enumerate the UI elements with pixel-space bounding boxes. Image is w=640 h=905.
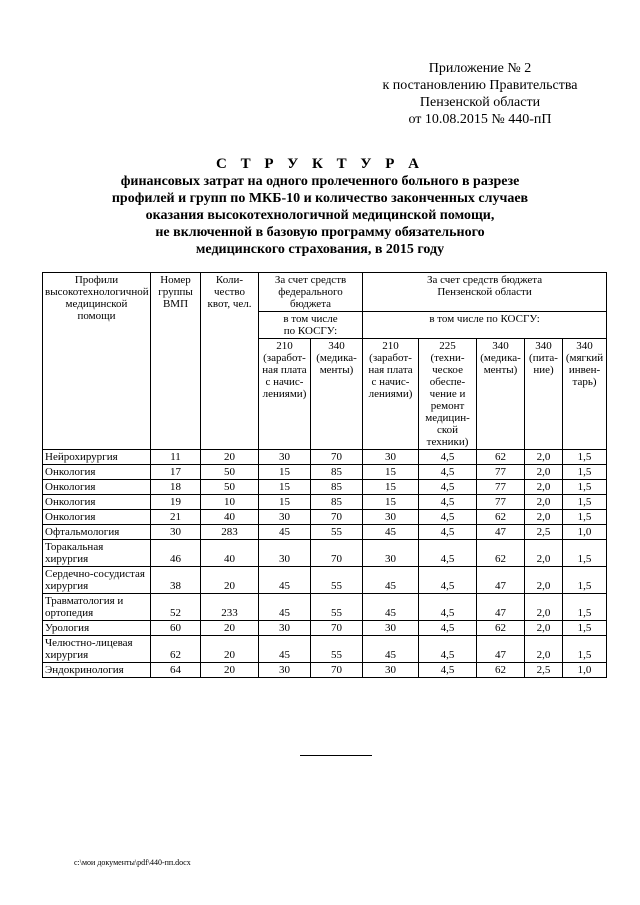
cell-r225: 4,5	[419, 663, 477, 678]
profile-name: Онкология	[43, 495, 151, 510]
cell-group: 60	[151, 621, 201, 636]
title-line: профилей и групп по МКБ-10 и количество законченных случаев	[111, 191, 529, 206]
title-line: финансовых затрат на одного пролеченного больного в разрезе	[120, 174, 520, 189]
cell-r225: 4,5	[419, 510, 477, 525]
table-row	[43, 636, 607, 663]
cell-r340p: 2,0	[525, 510, 563, 525]
table-row	[43, 525, 607, 540]
header-profile: Профили высокотехнологичной медицинской помощи	[43, 273, 151, 450]
cell-r340s: 1,5	[563, 480, 607, 495]
cell-r340s: 1,5	[563, 495, 607, 510]
header-fed-kosgu: в том числе по КОСГУ:	[259, 312, 363, 339]
table-row	[43, 510, 607, 525]
cell-r340m: 77	[477, 480, 525, 495]
header-code: 340 (медика- менты)	[477, 339, 525, 450]
cell-r340s: 1,0	[563, 525, 607, 540]
closing-rule	[300, 755, 372, 756]
appendix-line: от 10.08.2015 № 440-пП	[408, 112, 552, 127]
cell-r340m: 62	[477, 540, 525, 567]
cell-quota: 20	[201, 567, 259, 594]
cell-f340: 70	[311, 540, 363, 567]
cell-f340: 70	[311, 621, 363, 636]
cell-f210: 30	[259, 540, 311, 567]
header-code: 210 (заработ- ная плата с начис- лениями)	[259, 339, 311, 450]
cell-group: 19	[151, 495, 201, 510]
cell-f210: 15	[259, 495, 311, 510]
cell-group: 62	[151, 636, 201, 663]
appendix-line: Пензенской области	[419, 95, 541, 110]
cell-group: 52	[151, 594, 201, 621]
cell-r340s: 1,5	[563, 567, 607, 594]
profile-name: Онкология	[43, 480, 151, 495]
cell-f210: 30	[259, 621, 311, 636]
cell-r225: 4,5	[419, 450, 477, 465]
profile-name: Сердечно-сосудистая хирургия	[43, 567, 151, 594]
cell-r340p: 2,0	[525, 495, 563, 510]
header-code: 210 (заработ- ная плата с начис- лениями)	[363, 339, 419, 450]
cell-r340m: 47	[477, 636, 525, 663]
cell-quota: 233	[201, 594, 259, 621]
profile-name: Торакальная хирургия	[43, 540, 151, 567]
table-body	[43, 450, 607, 678]
cell-r340p: 2,0	[525, 465, 563, 480]
cell-r340p: 2,0	[525, 540, 563, 567]
profile-name: Онкология	[43, 510, 151, 525]
cell-r340s: 1,5	[563, 594, 607, 621]
header-code: 340 (медика- менты)	[311, 339, 363, 450]
cell-quota: 50	[201, 480, 259, 495]
cell-r340p: 2,0	[525, 636, 563, 663]
cell-quota: 20	[201, 621, 259, 636]
title-line: не включенной в базовую программу обязательного	[155, 225, 485, 240]
cell-group: 18	[151, 480, 201, 495]
cell-f340: 70	[311, 663, 363, 678]
cell-r340m: 62	[477, 510, 525, 525]
cell-r340s: 1,5	[563, 450, 607, 465]
header-code: 225 (техни- ческое обеспе- чение и ремонт медицин- ской техники)	[419, 339, 477, 450]
cell-f340: 85	[311, 465, 363, 480]
cell-r340s: 1,5	[563, 510, 607, 525]
profile-name: Челюстно-лицевая хирургия	[43, 636, 151, 663]
cell-r340p: 2,0	[525, 567, 563, 594]
cell-quota: 20	[201, 663, 259, 678]
cell-r340m: 62	[477, 663, 525, 678]
cell-r225: 4,5	[419, 480, 477, 495]
table-row	[43, 450, 607, 465]
cell-r210: 45	[363, 594, 419, 621]
table-row	[43, 480, 607, 495]
appendix-block	[330, 60, 630, 128]
cell-f210: 45	[259, 636, 311, 663]
cell-r210: 45	[363, 636, 419, 663]
cell-r340s: 1,5	[563, 540, 607, 567]
profile-name: Урология	[43, 621, 151, 636]
table-row	[43, 495, 607, 510]
cell-quota: 20	[201, 636, 259, 663]
table-row	[43, 465, 607, 480]
profile-name: Эндокринология	[43, 663, 151, 678]
cell-r210: 30	[363, 621, 419, 636]
cell-r340m: 47	[477, 525, 525, 540]
cell-r340s: 1,0	[563, 663, 607, 678]
table-row	[43, 567, 607, 594]
cell-quota: 283	[201, 525, 259, 540]
cell-quota: 40	[201, 510, 259, 525]
cell-f210: 30	[259, 510, 311, 525]
cell-r340s: 1,5	[563, 636, 607, 663]
cell-r340p: 2,0	[525, 594, 563, 621]
cell-f210: 45	[259, 525, 311, 540]
cell-f210: 30	[259, 663, 311, 678]
cell-r210: 30	[363, 663, 419, 678]
cell-r340m: 47	[477, 594, 525, 621]
cell-r340p: 2,0	[525, 480, 563, 495]
cell-r225: 4,5	[419, 465, 477, 480]
cell-group: 21	[151, 510, 201, 525]
cell-f210: 45	[259, 594, 311, 621]
cell-r225: 4,5	[419, 525, 477, 540]
header-reg-kosgu: в том числе по КОСГУ:	[363, 312, 607, 339]
cell-group: 46	[151, 540, 201, 567]
profile-name: Нейрохирургия	[43, 450, 151, 465]
cell-quota: 50	[201, 465, 259, 480]
table-row	[43, 594, 607, 621]
cell-r225: 4,5	[419, 636, 477, 663]
cell-r340m: 62	[477, 450, 525, 465]
profile-name: Травматология и ортопедия	[43, 594, 151, 621]
cell-f340: 55	[311, 567, 363, 594]
cell-r340s: 1,5	[563, 621, 607, 636]
appendix-line: к постановлению Правительства	[382, 78, 578, 93]
cell-r225: 4,5	[419, 495, 477, 510]
file-path: c:\мои документы\pdf\440-пп.docx	[74, 858, 191, 867]
cell-r340m: 77	[477, 495, 525, 510]
document-title	[40, 156, 600, 258]
cell-r340p: 2,0	[525, 621, 563, 636]
cell-r210: 45	[363, 525, 419, 540]
cell-f340: 70	[311, 450, 363, 465]
header-federal: За счет средств федерального бюджета	[259, 273, 363, 312]
table-row	[43, 663, 607, 678]
cell-r210: 15	[363, 495, 419, 510]
cell-f340: 55	[311, 594, 363, 621]
cell-r225: 4,5	[419, 567, 477, 594]
appendix-line: Приложение № 2	[428, 61, 532, 76]
profile-name: Онкология	[43, 465, 151, 480]
cell-f340: 85	[311, 495, 363, 510]
cell-r340m: 62	[477, 621, 525, 636]
cell-f340: 55	[311, 525, 363, 540]
cell-r225: 4,5	[419, 594, 477, 621]
cell-quota: 20	[201, 450, 259, 465]
cell-r210: 30	[363, 510, 419, 525]
cell-r210: 30	[363, 450, 419, 465]
profile-name: Офтальмология	[43, 525, 151, 540]
cell-r210: 15	[363, 480, 419, 495]
cell-quota: 10	[201, 495, 259, 510]
cell-group: 17	[151, 465, 201, 480]
cell-quota: 40	[201, 540, 259, 567]
cell-group: 64	[151, 663, 201, 678]
header-regional: За счет средств бюджета Пензенской области	[363, 273, 607, 312]
cell-r340p: 2,5	[525, 525, 563, 540]
cell-group: 11	[151, 450, 201, 465]
cell-f340: 70	[311, 510, 363, 525]
cell-f210: 15	[259, 480, 311, 495]
header-quota: Коли- чество квот, чел.	[201, 273, 259, 450]
title-line: медицинского страхования, в 2015 году	[195, 242, 445, 257]
cell-f210: 15	[259, 465, 311, 480]
cell-r210: 45	[363, 567, 419, 594]
table-row	[43, 540, 607, 567]
table-row	[43, 621, 607, 636]
cell-r340p: 2,5	[525, 663, 563, 678]
cell-f210: 30	[259, 450, 311, 465]
cell-r340m: 47	[477, 567, 525, 594]
cell-f210: 45	[259, 567, 311, 594]
cell-r340m: 77	[477, 465, 525, 480]
title-heading: С Т Р У К Т У Р А	[216, 156, 424, 172]
cell-f340: 55	[311, 636, 363, 663]
title-line: оказания высокотехнологичной медицинской помощи,	[145, 208, 495, 223]
cost-structure-table	[42, 272, 607, 678]
header-code: 340 (пита- ние)	[525, 339, 563, 450]
cell-f340: 85	[311, 480, 363, 495]
cell-r225: 4,5	[419, 621, 477, 636]
cell-group: 38	[151, 567, 201, 594]
header-code: 340 (мягкий инвен- тарь)	[563, 339, 607, 450]
cell-r210: 30	[363, 540, 419, 567]
cell-r340s: 1,5	[563, 465, 607, 480]
cell-r340p: 2,0	[525, 450, 563, 465]
cell-group: 30	[151, 525, 201, 540]
header-group: Номер группы ВМП	[151, 273, 201, 450]
cell-r225: 4,5	[419, 540, 477, 567]
cell-r210: 15	[363, 465, 419, 480]
